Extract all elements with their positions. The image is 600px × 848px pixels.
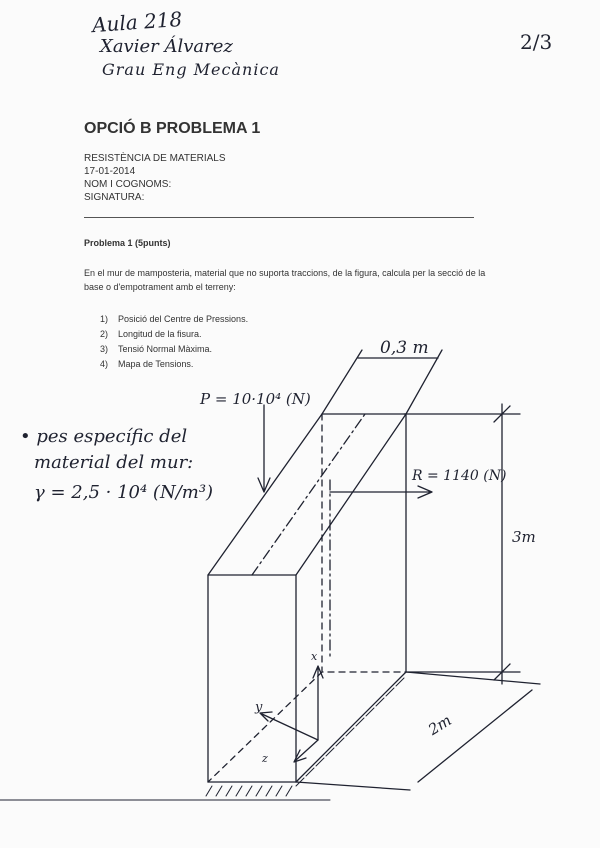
page-title: OPCIÓ B PROBLEMA 1 [84, 120, 261, 137]
wall-top-face [208, 414, 406, 575]
handwritten-note-line3: γ = 2,5 · 10⁴ (N/m³) [34, 482, 214, 503]
ground-hatch [206, 678, 404, 796]
list-item: 3) Tensió Normal Màxima. [100, 344, 213, 354]
list-item: 4) Mapa de Tensions. [100, 359, 194, 369]
handwritten-student-name: Xavier Álvarez [100, 36, 233, 57]
handwritten-degree: Grau Eng Mecànica [102, 60, 280, 79]
subject-line: RESISTÈNCIA DE MATERIALS [84, 153, 226, 164]
list-item: 1) Posició del Centre de Pressions. [100, 314, 249, 324]
axis-x-label: x [311, 650, 318, 663]
length-label: 2m [425, 711, 455, 739]
axis-z-label: z [262, 752, 268, 765]
problem-title: Problema 1 (5punts) [84, 238, 171, 248]
problem-statement: En el mur de mamposteria, material que no suporta traccions, de la figura, calcula per la secció de la base o d'empotrament amb el terreny: [84, 268, 486, 292]
wall-right-face [296, 414, 406, 782]
length-dimension [296, 672, 540, 790]
height-label: 3m [512, 528, 536, 546]
date-line: 17-01-2014 [84, 166, 136, 177]
handwritten-note-line1: • pes específic del [20, 426, 188, 447]
load-r-arrow [330, 486, 432, 498]
axis-y-label: y [255, 700, 263, 715]
list-item: 2) Longitud de la fisura. [100, 329, 202, 339]
thickness-dimension [322, 350, 442, 414]
load-p-label: P = 10·10⁴ (N) [200, 390, 311, 408]
page-number: 2/3 [520, 30, 553, 54]
wall-front-face [208, 575, 296, 782]
load-p-arrow [258, 405, 270, 492]
axis-z-arrow [294, 740, 318, 762]
load-r-label: R = 1140 (N) [412, 468, 507, 484]
wall-hidden-edges [208, 414, 406, 782]
height-dimension [404, 404, 520, 684]
axis-x-arrow [313, 666, 323, 740]
thickness-label: 0,3 m [380, 338, 429, 358]
signature-field-label: SIGNATURA: [84, 192, 145, 203]
axis-y-arrow [260, 712, 318, 740]
wall-center-line [252, 414, 365, 575]
handwritten-classroom: Aula 218 [91, 6, 183, 38]
handwritten-note-line2: material del mur: [34, 452, 194, 473]
name-field-label: NOM I COGNOMS: [84, 179, 172, 190]
